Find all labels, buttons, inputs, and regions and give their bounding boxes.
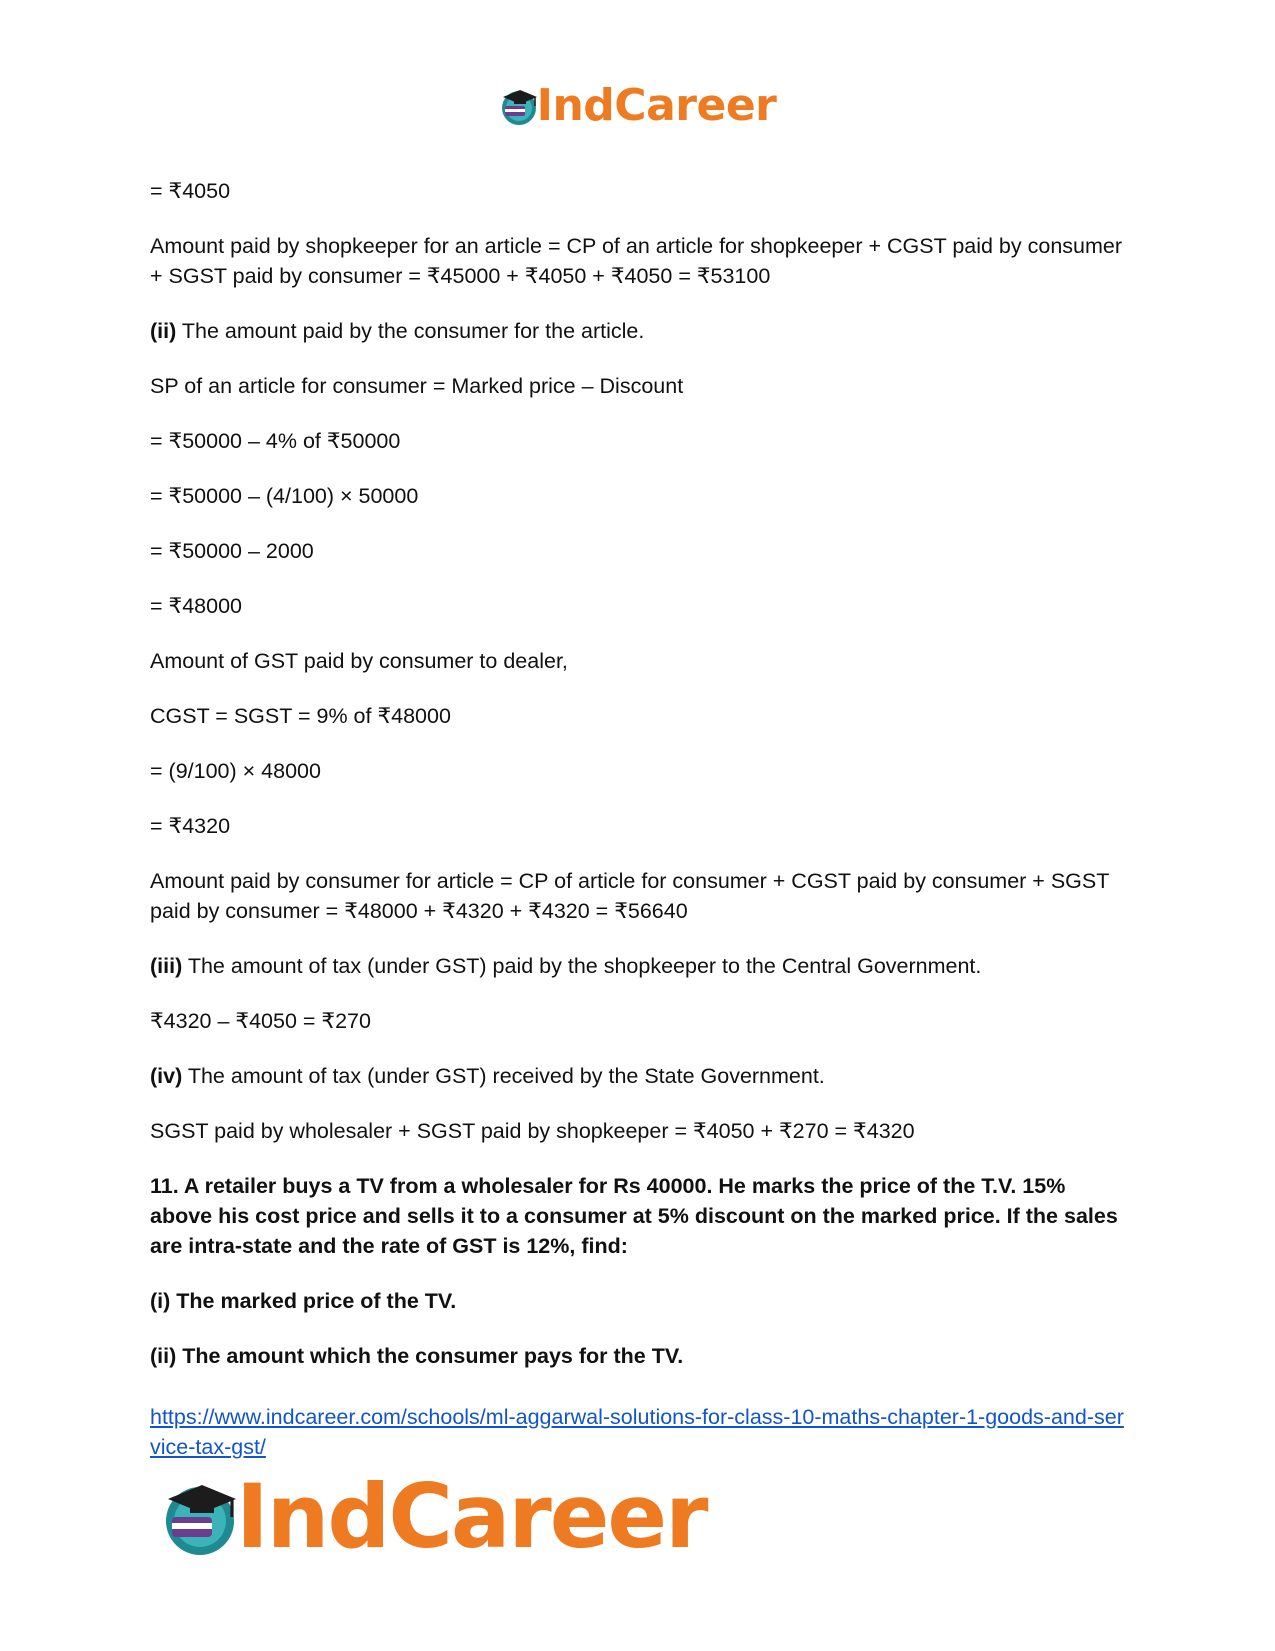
logo-wordmark: IndCareer	[536, 80, 777, 131]
indcareer-logo	[160, 1465, 707, 1568]
text-line: SP of an article for consumer = Marked price – Discount	[150, 374, 684, 398]
text-line: Amount of GST paid by consumer to dealer,	[150, 649, 568, 673]
question-part: (ii) The amount which the consumer pays for the TV.	[150, 1344, 684, 1368]
question-part: (i) The marked price of the TV.	[150, 1289, 457, 1313]
subquestion-line	[150, 316, 1130, 346]
text-line: = ₹48000	[150, 594, 242, 618]
text-line: = ₹50000 – 2000	[150, 539, 314, 563]
text-line: = ₹50000 – (4/100) × 50000	[150, 484, 419, 508]
logo-wordmark: IndCareer	[236, 1465, 707, 1568]
text-line: Amount paid by consumer for article = CP of article for consumer + CGST paid by consumer + SGST paid by consumer = ₹48000 + ₹4320 + ₹4320 = ₹56640	[150, 869, 1109, 923]
subquestion-label: (iv)	[150, 1064, 183, 1088]
subquestion-text: The amount of tax (under GST) received by the State Government.	[182, 1064, 825, 1088]
text-line: = ₹50000 – 4% of ₹50000	[150, 429, 401, 453]
question-heading: 11. A retailer buys a TV from a wholesaler for Rs 40000. He marks the price of the T.V. 15% above his cost price and sells it to a consumer at 5% discount on the marked price. If the sales are intra-state and the rate of GST is 12%, find:	[150, 1174, 1118, 1258]
subquestion-label: (iii)	[150, 954, 183, 978]
text-line: ₹4320 – ₹4050 = ₹270	[150, 1009, 371, 1033]
text-line: CGST = SGST = 9% of ₹48000	[150, 704, 451, 728]
text-line: Amount paid by shopkeeper for an article = CP of an article for shopkeeper + CGST paid by consumer + SGST paid by consumer = ₹45000 + ₹4050 + ₹4050 = ₹53100	[150, 234, 1123, 288]
source-link[interactable]: https://www.indcareer.com/schools/ml-aggarwal-solutions-for-class-10-maths-chapter-1-goods-and-service-tax-gst/	[150, 1405, 1124, 1459]
indcareer-logo	[499, 80, 777, 131]
graduation-cap-book-globe-icon	[499, 86, 539, 126]
subquestion-text: The amount of tax (under GST) paid by the shopkeeper to the Central Government.	[182, 954, 982, 978]
subquestion-line	[150, 951, 1130, 981]
graduation-cap-book-globe-icon	[160, 1477, 240, 1557]
subquestion-text: The amount paid by the consumer for the article.	[176, 319, 645, 343]
header-logo	[0, 80, 1275, 131]
text-line: = ₹4050	[150, 179, 231, 203]
subquestion-line	[150, 1061, 1130, 1091]
subquestion-label: (ii)	[150, 319, 177, 343]
text-line: = (9/100) × 48000	[150, 759, 321, 783]
text-line: SGST paid by wholesaler + SGST paid by shopkeeper = ₹4050 + ₹270 = ₹4320	[150, 1119, 915, 1143]
document-body	[150, 176, 1130, 1396]
footer-logo	[160, 1465, 707, 1568]
text-line: = ₹4320	[150, 814, 231, 838]
